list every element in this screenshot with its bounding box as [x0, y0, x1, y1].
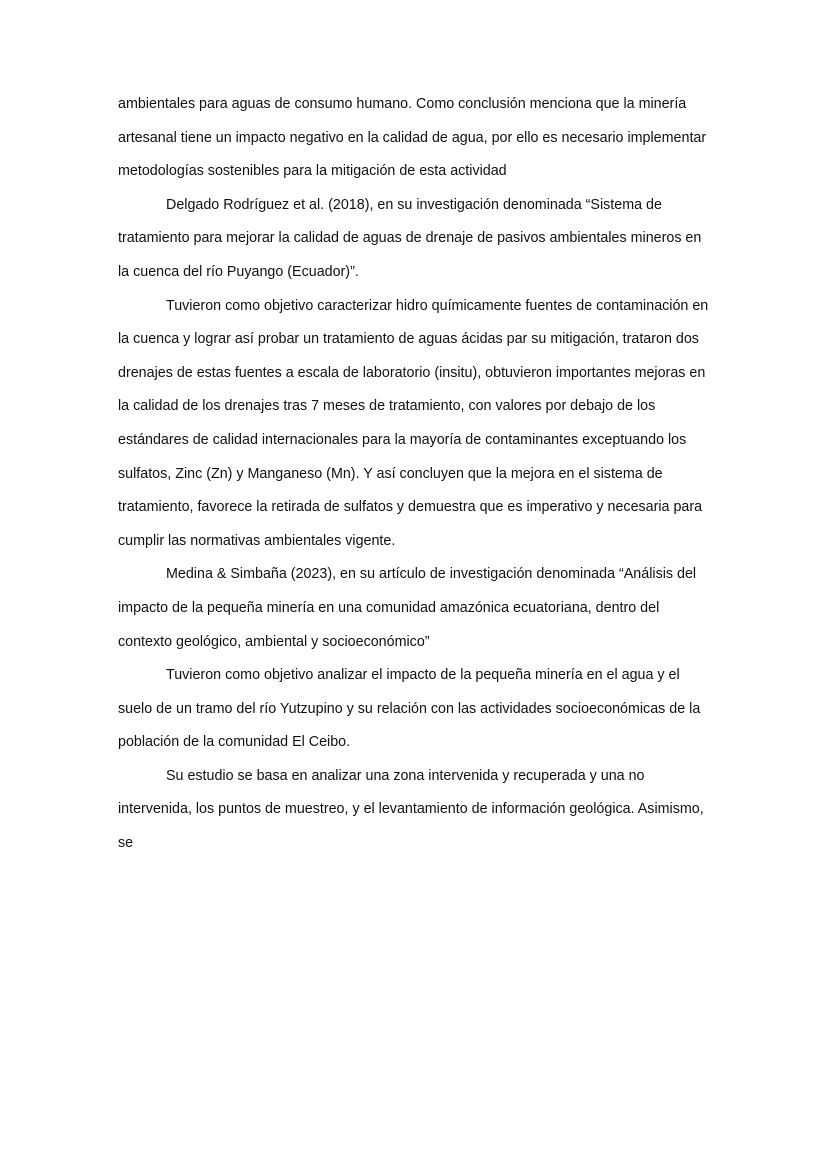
- paragraph-3: Tuvieron como objetivo caracterizar hidro químicamente fuentes de contaminación en la cuenca y lograr así probar un tratamiento de aguas ácidas par su mitigación, trataron dos drenajes de estas fuentes a escala de laboratorio (insitu), obtuvieron importantes mejoras en la calidad de los drenajes tras 7 meses de tratamiento, con valores por debajo de los estándares de calidad internacionales para la mayoría de contaminantes exceptuando los sulfatos, Zinc (Zn) y Manganeso (Mn). Y así concluyen que la mejora en el sistema de tratamiento, favorece la retirada de sulfatos y demuestra que es imperativo y necesaria para cumplir las normativas ambientales vigente.: [118, 297, 709, 549]
- paragraph-5: Tuvieron como objetivo analizar el impacto de la pequeña minería en el agua y el suelo de un tramo del río Yutzupino y su relación con las actividades socioeconómicas de la población de la comunidad El Ceibo.: [118, 667, 701, 751]
- paragraph-2: Delgado Rodríguez et al. (2018), en su investigación denominada “Sistema de tratamiento para mejorar la calidad de aguas de drenaje de pasivos ambientales mineros en la cuenca del río Puyango (Ecuador)”.: [118, 196, 702, 280]
- paragraph-1: ambientales para aguas de consumo humano. Como conclusión menciona que la minería artesanal tiene un impacto negativo en la calidad de agua, por ello es necesario implementar metodologías sostenibles para la mitigación de esta actividad: [118, 96, 707, 180]
- paragraph-6: Su estudio se basa en analizar una zona intervenida y recuperada y una no intervenida, los puntos de muestreo, y el levantamiento de información geológica. Asimismo, se: [118, 767, 704, 852]
- paragraph-4: Medina & Simbaña (2023), en su artículo de investigación denominada “Análisis del impacto de la pequeña minería en una comunidad amazónica ecuatoriana, dentro del contexto geológico, ambiental y socioeconómico”: [118, 566, 697, 650]
- document-body: [118, 88, 710, 861]
